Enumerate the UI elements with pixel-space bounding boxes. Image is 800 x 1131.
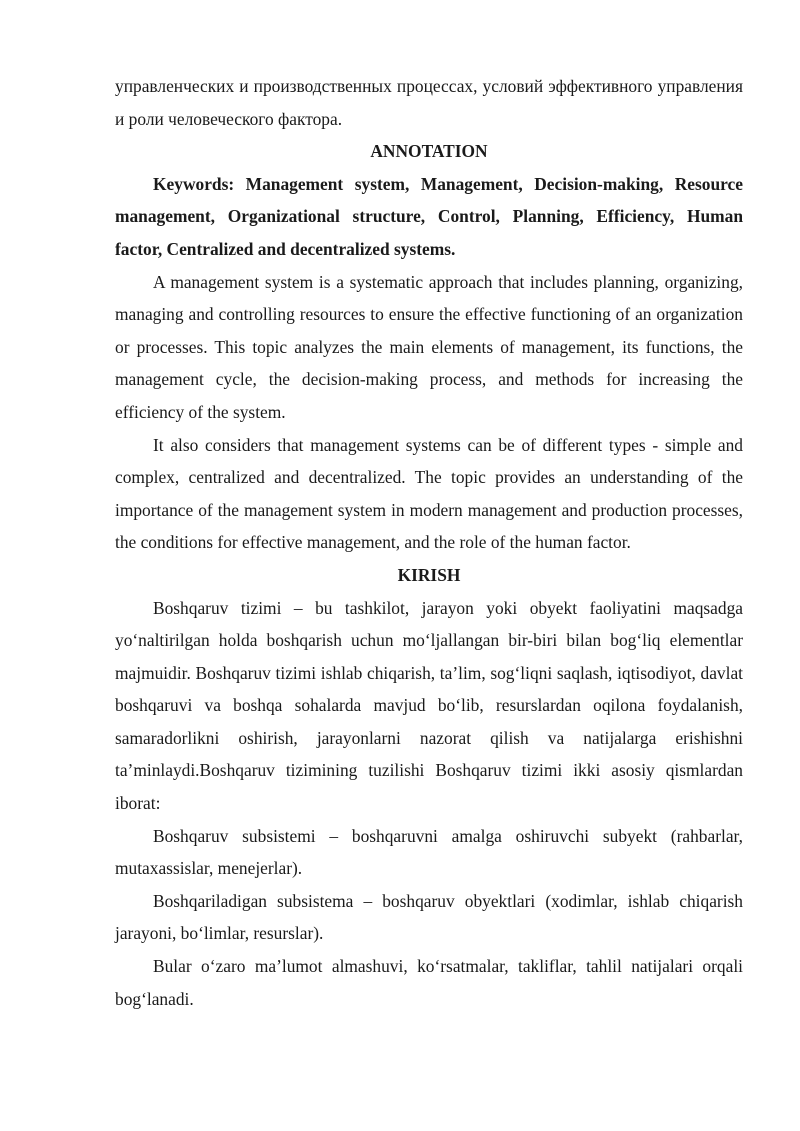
kirish-paragraph-2: Boshqaruv subsistemi – boshqaruvni amalga oshiruvchi subyekt (rahbarlar, mutaxassislar, menejerlar). bbox=[115, 825, 743, 879]
annotation-paragraph-2: It also considers that management systems can be of different types - simple and complex, centralized and decentralized. The topic provides an understanding of the importance of the management system in modern management and production processes, the conditions for effective management, and the role of the human factor. bbox=[115, 434, 743, 553]
kirish-paragraph-4: Bular o‘zaro ma’lumot almashuvi, ko‘rsatmalar, takliflar, tahlil natijalari orqali bog‘lanadi. bbox=[115, 956, 743, 1009]
document-page bbox=[115, 70, 743, 1015]
annotation-paragraph-1: A management system is a systematic approach that includes planning, organizing, managing and controlling resources to ensure the effective functioning of an organization or processes. This topic analyzes the main elements of management, its functions, the management cycle, the decision-making process, and methods for increasing the efficiency of the system. bbox=[115, 271, 743, 422]
intro-fragment: управленческих и производственных процессах, условий эффективного управления и роли человеческого фактора. bbox=[115, 76, 743, 129]
keywords-paragraph: Keywords: Management system, Management, Decision-making, Resource management, Organizational structure, Control, Planning, Efficiency, Human factor, Centralized and decentralized systems. bbox=[115, 173, 743, 259]
annotation-heading: ANNOTATION bbox=[370, 141, 488, 162]
kirish-paragraph-1: Boshqaruv tizimi – bu tashkilot, jarayon yoki obyekt faoliyatini maqsadga yo‘naltirilgan holda boshqarish uchun mo‘ljallangan bir-biri bilan bog‘liq elementlar majmuidir. Boshqaruv tizimi ishlab chiqarish, ta’lim, sog‘liqni saqlash, iqtisodiyot, davlat boshqaruvi va boshqa sohalarda mavjud bo‘lib, resurslardan oqilona foydalanish, samaradorlikni oshirish, jarayonlarni nazorat qilish va natijalarga erishishni ta’minlaydi.Boshqaruv tizimining tuzilishi Boshqaruv tizimi ikki asosiy qismlardan iborat: bbox=[115, 597, 743, 814]
kirish-paragraph-3: Boshqariladigan subsistema – boshqaruv obyektlari (xodimlar, ishlab chiqarish jarayoni, bo‘limlar, resurslar). bbox=[115, 890, 743, 944]
kirish-heading: KIRISH bbox=[397, 564, 461, 585]
